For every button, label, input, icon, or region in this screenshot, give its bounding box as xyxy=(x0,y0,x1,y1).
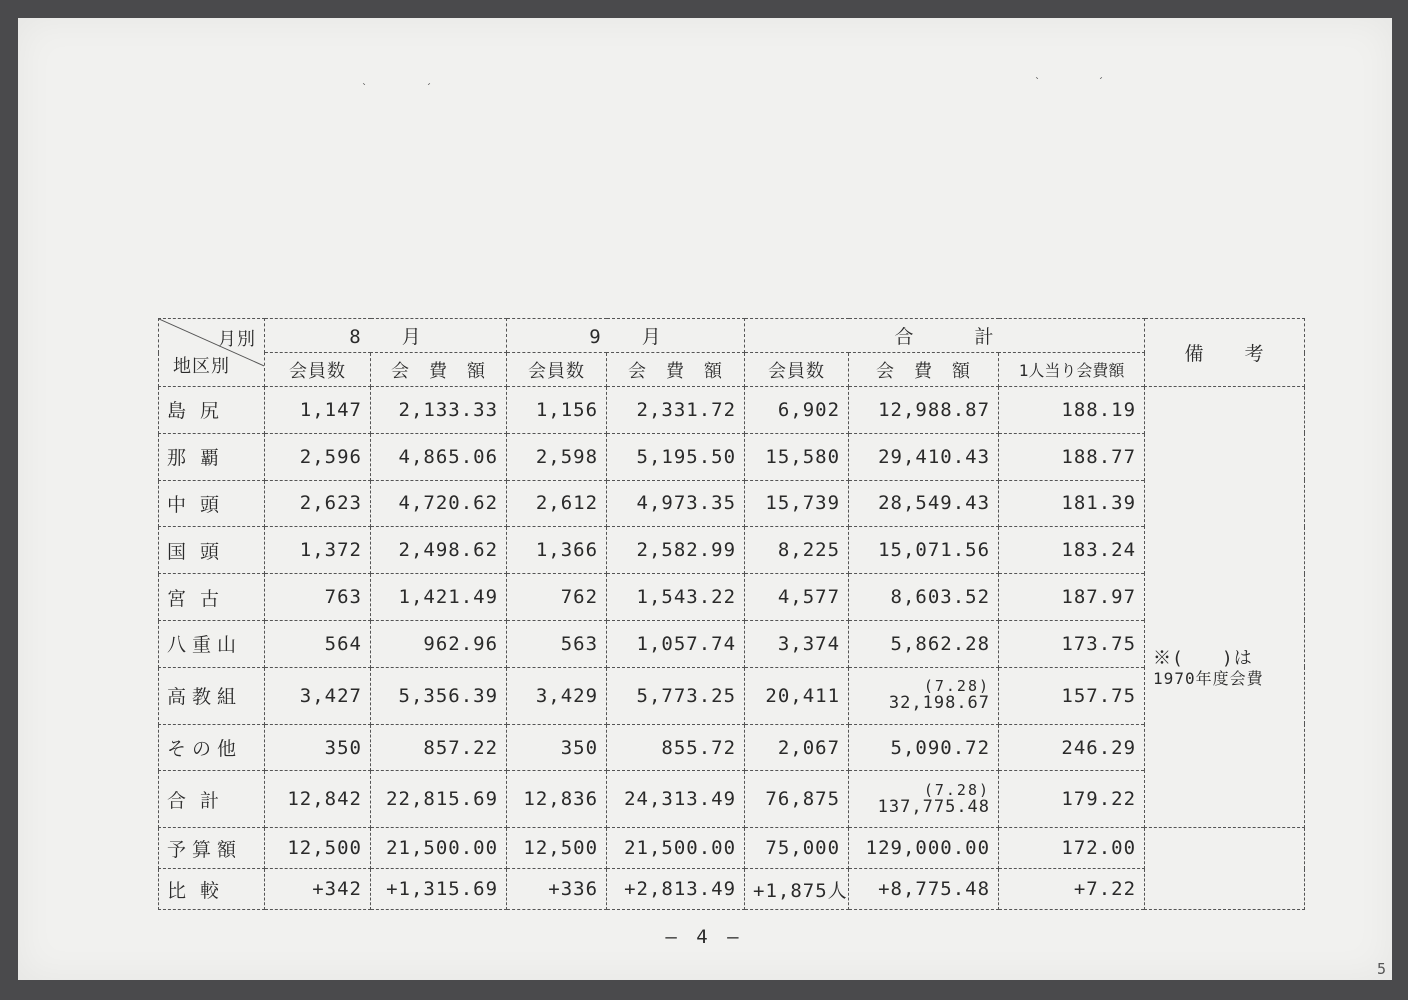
per-person-dues: 172.00 xyxy=(999,828,1145,869)
table-row xyxy=(159,527,1305,574)
sep-members: 350 xyxy=(507,724,607,771)
total-dues xyxy=(849,667,999,724)
total-dues-value: 32,198.67 xyxy=(888,693,991,714)
table-row xyxy=(159,480,1305,527)
aug-dues: 22,815.69 xyxy=(371,771,507,828)
sep-members: 1,156 xyxy=(507,387,607,434)
month-header-total: 合 計 xyxy=(745,319,1145,353)
table-row-total xyxy=(159,771,1305,828)
region-name: 那覇 xyxy=(159,433,265,480)
total-dues-note: (7.28) xyxy=(923,780,991,799)
sep-members: 3,429 xyxy=(507,667,607,724)
col-header-dues: 会 費 額 xyxy=(849,353,999,387)
sep-dues: 24,313.49 xyxy=(607,771,745,828)
total-members: 8,225 xyxy=(745,527,849,574)
per-person-dues: 188.19 xyxy=(999,387,1145,434)
col-header-dues: 会 費 額 xyxy=(371,353,507,387)
total-dues: 5,090.72 xyxy=(849,724,999,771)
aug-dues: 962.96 xyxy=(371,620,507,667)
sep-dues: 4,973.35 xyxy=(607,480,745,527)
region-name: 高教組 xyxy=(159,667,265,724)
col-header-members: 会員数 xyxy=(745,353,849,387)
total-members: 75,000 xyxy=(745,828,849,869)
sep-dues: 2,582.99 xyxy=(607,527,745,574)
month-header-sep: 9 月 xyxy=(507,319,745,353)
dues-table xyxy=(158,318,1305,910)
total-members: 76,875 xyxy=(745,771,849,828)
col-header-members: 会員数 xyxy=(507,353,607,387)
sep-members: 1,366 xyxy=(507,527,607,574)
sep-members: 563 xyxy=(507,620,607,667)
punch-mark: ˏ xyxy=(1098,68,1105,79)
per-person-dues: 173.75 xyxy=(999,620,1145,667)
punch-mark: ˎ xyxy=(1034,68,1041,79)
aug-members: 3,427 xyxy=(265,667,371,724)
page-number: ― 4 ― xyxy=(665,926,743,948)
total-dues-note: (7.28) xyxy=(923,677,991,696)
per-person-dues: +7.22 xyxy=(999,869,1145,910)
region-name: その他 xyxy=(159,724,265,771)
per-person-dues: 188.77 xyxy=(999,433,1145,480)
table-row xyxy=(159,433,1305,480)
total-dues: 129,000.00 xyxy=(849,828,999,869)
aug-members: 12,500 xyxy=(265,828,371,869)
aug-dues: 5,356.39 xyxy=(371,667,507,724)
region-name: 国頭 xyxy=(159,527,265,574)
total-members: +1,875人 xyxy=(745,869,849,910)
aug-dues: 2,133.33 xyxy=(371,387,507,434)
col-header-members: 会員数 xyxy=(265,353,371,387)
aug-dues: 857.22 xyxy=(371,724,507,771)
per-person-dues: 179.22 xyxy=(999,771,1145,828)
total-members: 3,374 xyxy=(745,620,849,667)
region-name: 八重山 xyxy=(159,620,265,667)
total-members: 15,580 xyxy=(745,433,849,480)
region-name: 島尻 xyxy=(159,387,265,434)
sep-members: 2,612 xyxy=(507,480,607,527)
remarks-header: 備 考 xyxy=(1145,319,1305,387)
table-row xyxy=(159,667,1305,724)
sep-members: 12,500 xyxy=(507,828,607,869)
table-row-budget xyxy=(159,828,1305,869)
aug-dues: 1,421.49 xyxy=(371,574,507,621)
aug-members: 1,372 xyxy=(265,527,371,574)
aug-members: 2,596 xyxy=(265,433,371,480)
sep-members: 2,598 xyxy=(507,433,607,480)
aug-dues: 2,498.62 xyxy=(371,527,507,574)
table-row xyxy=(159,387,1305,434)
aug-dues: 4,720.62 xyxy=(371,480,507,527)
table-row xyxy=(159,574,1305,621)
aug-members: 763 xyxy=(265,574,371,621)
total-members: 20,411 xyxy=(745,667,849,724)
sep-dues: 1,543.22 xyxy=(607,574,745,621)
sep-members: +336 xyxy=(507,869,607,910)
aug-dues: 21,500.00 xyxy=(371,828,507,869)
aug-members: 350 xyxy=(265,724,371,771)
region-name: 比較 xyxy=(159,869,265,910)
punch-mark: ˏ xyxy=(426,74,433,85)
region-name: 中頭 xyxy=(159,480,265,527)
aug-members: 564 xyxy=(265,620,371,667)
per-person-dues: 157.75 xyxy=(999,667,1145,724)
sep-dues: +2,813.49 xyxy=(607,869,745,910)
remarks-cell xyxy=(1145,828,1305,910)
sep-dues: 1,057.74 xyxy=(607,620,745,667)
per-person-dues: 187.97 xyxy=(999,574,1145,621)
table-corner-header xyxy=(159,319,265,387)
region-name: 予算額 xyxy=(159,828,265,869)
aug-members: 2,623 xyxy=(265,480,371,527)
aug-dues: +1,315.69 xyxy=(371,869,507,910)
region-name: 合計 xyxy=(159,771,265,828)
total-members: 6,902 xyxy=(745,387,849,434)
table-row xyxy=(159,724,1305,771)
table-row-compare xyxy=(159,869,1305,910)
sep-dues: 5,195.50 xyxy=(607,433,745,480)
total-dues-value: 137,775.48 xyxy=(877,796,991,817)
total-dues: 15,071.56 xyxy=(849,527,999,574)
remarks-note-line1: ※( )は xyxy=(1153,648,1253,669)
total-members: 4,577 xyxy=(745,574,849,621)
per-person-dues: 246.29 xyxy=(999,724,1145,771)
total-dues: 29,410.43 xyxy=(849,433,999,480)
total-dues: +8,775.48 xyxy=(849,869,999,910)
region-name: 宮古 xyxy=(159,574,265,621)
sheet-number: 5 xyxy=(1376,960,1386,978)
remarks-note-line2: 1970年度会費 xyxy=(1153,669,1264,688)
month-header-aug: 8 月 xyxy=(265,319,507,353)
total-members: 2,067 xyxy=(745,724,849,771)
per-person-dues: 181.39 xyxy=(999,480,1145,527)
table-row xyxy=(159,620,1305,667)
col-header-dues: 会 費 額 xyxy=(607,353,745,387)
punch-mark: ˎ xyxy=(361,74,368,85)
corner-region-label: 地区別 xyxy=(173,356,230,377)
col-header-per-person: 1人当り会費額 xyxy=(999,353,1145,387)
aug-members: +342 xyxy=(265,869,371,910)
sep-dues: 855.72 xyxy=(607,724,745,771)
total-dues: 5,862.28 xyxy=(849,620,999,667)
total-dues: 28,549.43 xyxy=(849,480,999,527)
sep-members: 762 xyxy=(507,574,607,621)
aug-dues: 4,865.06 xyxy=(371,433,507,480)
sep-dues: 5,773.25 xyxy=(607,667,745,724)
total-dues: 12,988.87 xyxy=(849,387,999,434)
corner-month-label: 月別 xyxy=(218,329,256,350)
per-person-dues: 183.24 xyxy=(999,527,1145,574)
total-members: 15,739 xyxy=(745,480,849,527)
remarks-note xyxy=(1153,649,1296,689)
sep-dues: 2,331.72 xyxy=(607,387,745,434)
total-dues xyxy=(849,771,999,828)
aug-members: 12,842 xyxy=(265,771,371,828)
aug-members: 1,147 xyxy=(265,387,371,434)
sep-members: 12,836 xyxy=(507,771,607,828)
remarks-cell xyxy=(1145,387,1305,828)
sep-dues: 21,500.00 xyxy=(607,828,745,869)
total-dues: 8,603.52 xyxy=(849,574,999,621)
